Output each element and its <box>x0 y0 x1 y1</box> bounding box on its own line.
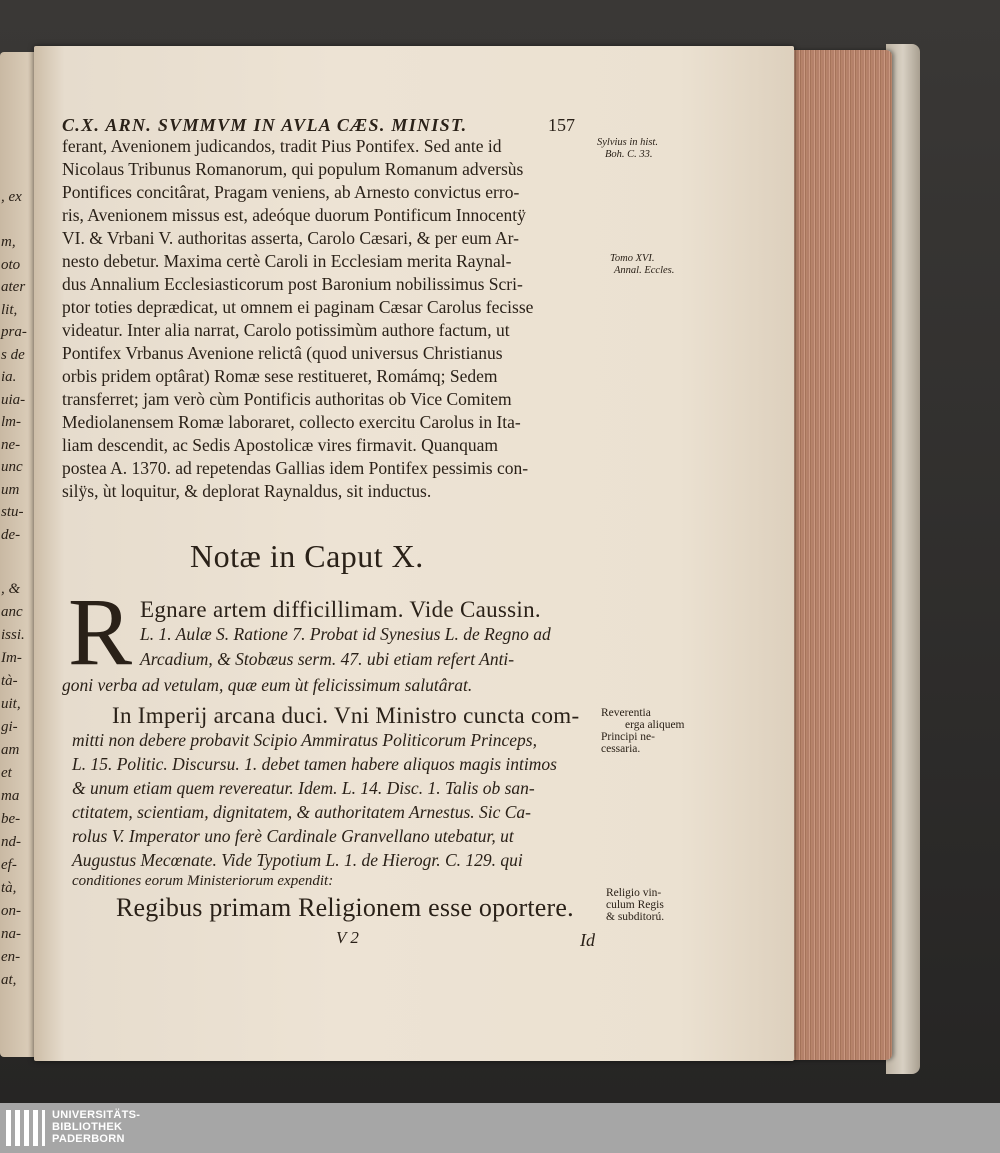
body-line: nesto debetur. Maxima certè Caroli in Ecclesiam merita Raynal- <box>62 251 512 271</box>
body-line: VI. & Vrbani V. authoritas asserta, Carolo Cæsari, & per eum Ar- <box>62 228 519 248</box>
fragment: tà, <box>1 880 17 896</box>
fragment: de- <box>1 527 21 543</box>
fragment: am <box>1 742 20 758</box>
notes-line: In Imperij arcana duci. Vni Ministro cuncta com- <box>112 703 580 728</box>
body-line: transferret; jam verò cùm Pontificis authoritas ob Vice Comitem <box>62 389 512 409</box>
fragment: et <box>1 765 12 781</box>
fragment: unc <box>1 459 23 475</box>
notes-line: ctitatem, scientiam, dignitatem, & authoritatem Arnestus. Sic Ca- <box>72 802 532 822</box>
running-head: C.X. ARN. SVMMVM IN AVLA CÆS. MINIST. <box>62 115 468 135</box>
final-line: Regibus primam Religionem esse oportere. <box>116 893 574 922</box>
body-line: ris, Avenionem missus est, adeóque duorum Pontificum Innocentÿ <box>62 205 526 225</box>
fragment: anc <box>1 604 23 620</box>
fragment: uia- <box>1 392 26 408</box>
body-line: silÿs, ùt loquitur, & deplorat Raynaldus, sit inductus. <box>62 481 432 501</box>
margin-note-line: Reverentia <box>601 707 651 719</box>
fragment: issi. <box>1 627 25 643</box>
fragment: Im- <box>1 650 22 666</box>
fragment: ne- <box>1 437 21 453</box>
notes-line: L. 1. Aulæ S. Ratione 7. Probat id Synesius L. de Regno ad <box>140 624 551 644</box>
body-line: Pontifices concitârat, Pragam veniens, ab Arnesto convictus erro- <box>62 182 520 202</box>
library-name-line: BIBLIOTHEK <box>52 1121 123 1133</box>
fragment: s de <box>1 347 25 363</box>
fragment: , ex <box>1 189 22 205</box>
fragment: m, <box>1 234 16 250</box>
notes-line: rolus V. Imperator uno ferè Cardinale Granvellano utebatur, ut <box>72 826 514 846</box>
fragment: lm- <box>1 414 21 430</box>
body-line: ptor toties deprædicat, ut omnem ei paginam Cæsar Carolus fecisse <box>62 297 534 317</box>
fragment: at, <box>1 972 17 988</box>
margin-note-line: Principi ne- <box>601 731 655 744</box>
catchword: Id <box>580 930 595 950</box>
fragment: stu- <box>1 504 24 520</box>
margin-note <box>606 887 664 923</box>
margin-note-line: Boh. C. 33. <box>605 148 653 160</box>
notes-line: L. 15. Politic. Discursu. 1. debet tamen habere aliquos magis intimos <box>72 754 557 774</box>
margin-note-line: Religio vin- <box>606 887 662 899</box>
footer-bar <box>0 1103 1000 1153</box>
body-line: Pontifex Vrbanus Avenione relictâ (quod universus Christianus <box>62 343 503 363</box>
fragment: gi- <box>1 719 18 735</box>
fragment: nd- <box>1 834 21 850</box>
notes-line: Augustus Mecœnate. Vide Typotium L. 1. de Hierogr. C. 129. qui <box>72 850 523 870</box>
fragment: be- <box>1 811 21 827</box>
fragment: na- <box>1 926 21 942</box>
fragment: lit, <box>1 302 18 318</box>
margin-note-line: erga aliquem <box>625 719 685 732</box>
fragment: pra- <box>1 324 27 340</box>
drop-cap: R <box>68 578 133 685</box>
margin-note-line: & subditorú. <box>606 911 665 924</box>
margin-note-line: Annal. Eccles. <box>614 264 675 276</box>
body-line: Mediolanensem Romæ laboraret, collecto exercitu Carolus in Ita- <box>62 412 521 432</box>
margin-note <box>601 707 685 755</box>
margin-note-line: cessaria. <box>601 743 641 756</box>
body-line: dus Annalium Ecclesiasticorum post Baronium nobilissimus Scri- <box>62 274 523 294</box>
notes-heading: Notæ in Caput X. <box>190 538 424 574</box>
body-line: postea A. 1370. ad repetendas Gallias idem Pontifex pessimis con- <box>62 458 529 478</box>
fragment: tà- <box>1 673 18 689</box>
margin-note-line: culum Regis <box>606 899 664 912</box>
fragment: en- <box>1 949 21 965</box>
fragment: ia. <box>1 369 17 385</box>
library-name-line: PADERBORN <box>52 1133 125 1145</box>
fragment: ma <box>1 788 20 804</box>
notes-line: goni verba ad vetulam, quæ eum ùt felicissimum salutârat. <box>62 675 473 695</box>
notes-line: mitti non debere probavit Scipio Ammiratus Politicorum Princeps, <box>72 730 537 750</box>
body-line: orbis pridem optârat) Romæ sese restitueret, Romámq; Sedem <box>62 366 498 386</box>
body-line: videatur. Inter alia narrat, Carolo potissimùm authore factum, ut <box>62 320 510 340</box>
page-number: 157 <box>548 115 575 135</box>
body-line: Nicolaus Tribunus Romanorum, qui populum Romanum adversùs <box>62 159 524 179</box>
fragment: um <box>1 482 20 498</box>
fragment: , & <box>1 581 21 597</box>
signature-mark: V 2 <box>336 928 359 947</box>
margin-note <box>610 253 674 276</box>
library-logo-icon <box>6 1110 46 1146</box>
library-name-line: UNIVERSITÄTS- <box>52 1109 141 1121</box>
notes-line: & unum etiam quem revereatur. Idem. L. 14. Disc. 1. Talis ob san- <box>72 778 535 798</box>
library-logo-text <box>52 1109 140 1145</box>
notes-line: Arcadium, & Stobæus serm. 47. ubi etiam refert Anti- <box>140 649 515 669</box>
body-line: ferant, Avenionem judicandos, tradit Pius Pontifex. Sed ante id <box>62 136 502 156</box>
fragment: uit, <box>1 696 21 712</box>
fragment: oto <box>1 257 21 273</box>
margin-note-line: Sylvius in hist. <box>597 137 658 148</box>
notes-line: conditiones eorum Ministeriorum expendit: <box>72 873 334 889</box>
fragment: ater <box>1 279 26 295</box>
body-line: liam descendit, ac Sedis Apostolicæ vires firmavit. Quanquam <box>62 435 498 455</box>
margin-note <box>597 137 658 160</box>
fragment: ef- <box>1 857 17 873</box>
notes-line: Egnare artem difficillimam. Vide Caussin. <box>140 597 541 622</box>
fragment: on- <box>1 903 21 919</box>
margin-note-line: Tomo XVI. <box>610 253 655 264</box>
